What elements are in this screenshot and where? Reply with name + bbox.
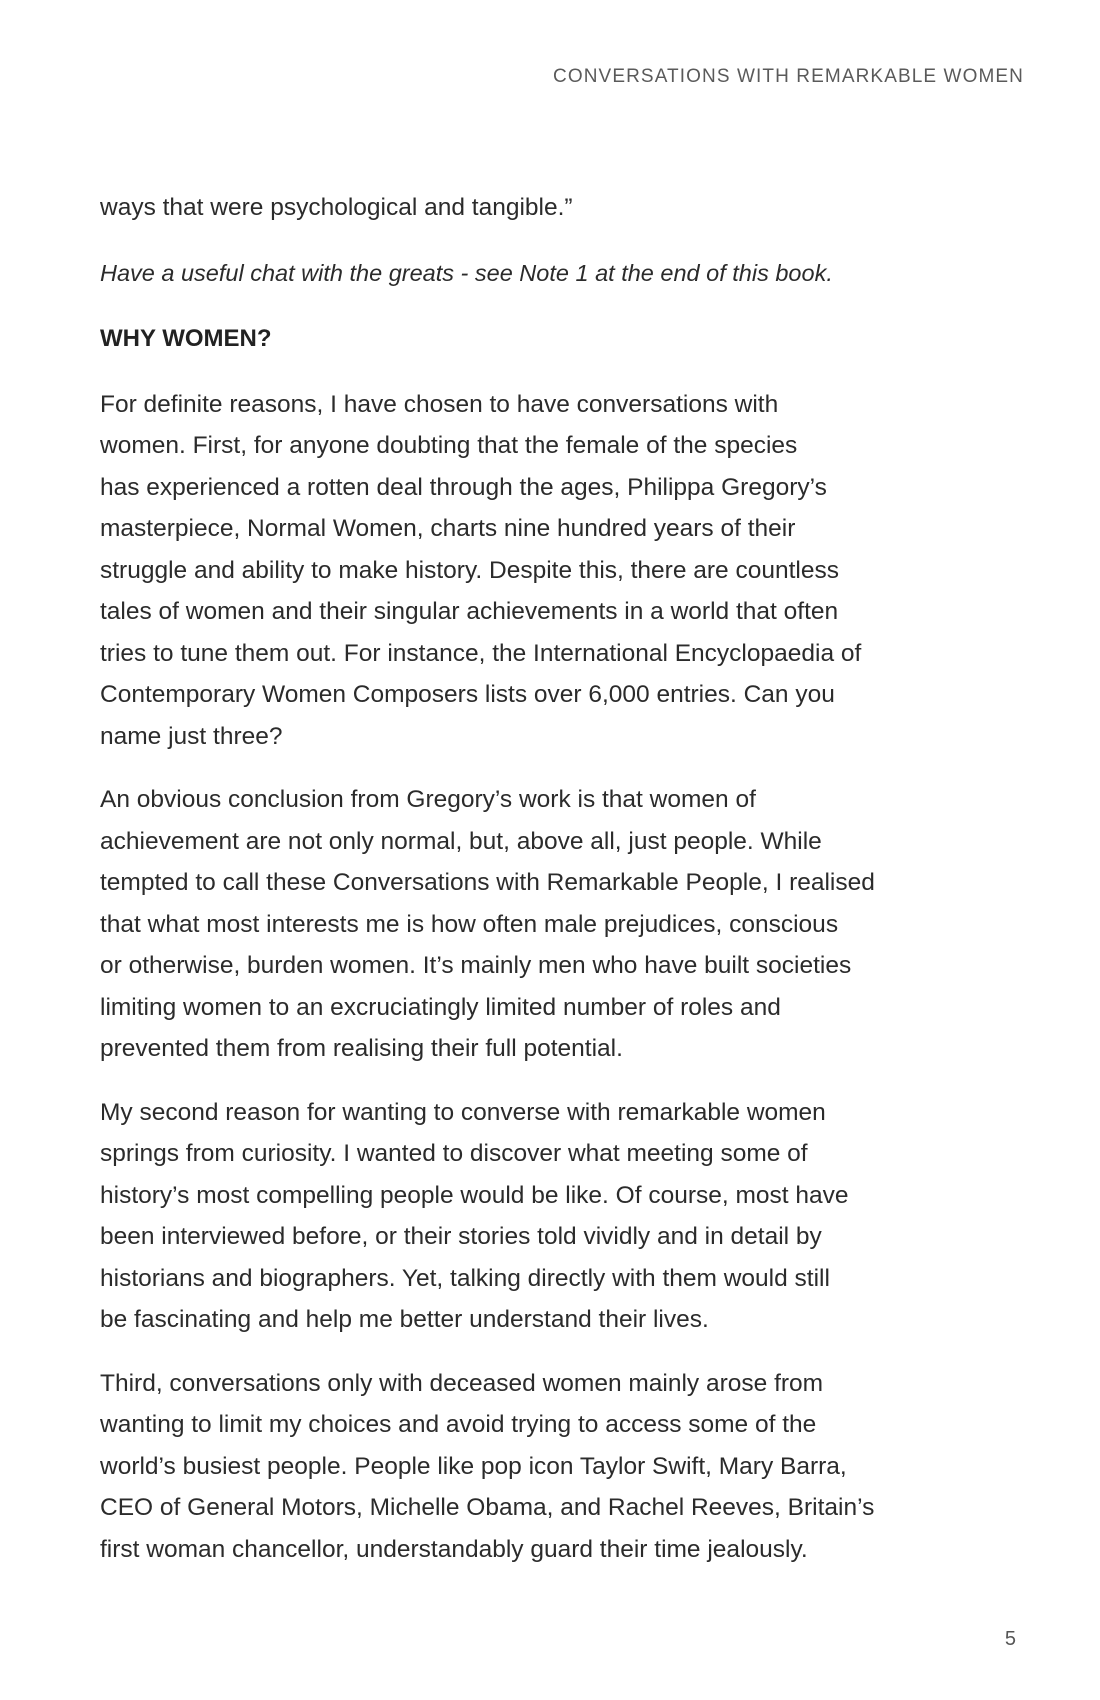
text-line: CEO of General Motors, Michelle Obama, and Rachel Reeves, Britain’s bbox=[100, 1494, 875, 1521]
text-line: tempted to call these Conversations with Remarkable People, I realised bbox=[100, 869, 875, 896]
text-line: tales of women and their singular achievements in a world that often bbox=[100, 598, 839, 625]
text-line: that what most interests me is how often male prejudices, conscious bbox=[100, 910, 839, 938]
text-line: Contemporary Women Composers lists over 6,000 entries. Can you bbox=[100, 681, 835, 708]
text-line: struggle and ability to make history. Despite this, there are countless bbox=[100, 556, 839, 584]
text-line: For definite reasons, I have chosen to have conversations with bbox=[100, 390, 779, 418]
text-line: Have a useful chat with the greats - see Note 1 at the end of this book. bbox=[100, 259, 833, 286]
paragraph bbox=[100, 1363, 1020, 1571]
running-header: CONVERSATIONS WITH REMARKABLE WOMEN bbox=[553, 66, 1024, 87]
text-line: tries to tune them out. For instance, the International Encyclopaedia of bbox=[100, 639, 862, 667]
paragraph bbox=[100, 779, 1020, 1070]
text-line: name just three? bbox=[100, 722, 283, 750]
text-line: be fascinating and help me better understand their lives. bbox=[100, 1306, 709, 1333]
text-line: first woman chancellor, understandably guard their time jealously. bbox=[100, 1535, 808, 1563]
text-line: springs from curiosity. I wanted to discover what meeting some of bbox=[100, 1140, 808, 1167]
text-line: limiting women to an excruciatingly limited number of roles and bbox=[100, 993, 781, 1021]
text-line: or otherwise, burden women. It’s mainly men who have built societies bbox=[100, 952, 852, 979]
text-line: achievement are not only normal, but, above all, just people. While bbox=[100, 827, 822, 855]
italic-note bbox=[100, 253, 1020, 295]
page-number: 5 bbox=[1004, 1628, 1016, 1650]
section-heading bbox=[100, 318, 1020, 360]
text-line: world’s busiest people. People like pop icon Taylor Swift, Mary Barra, bbox=[100, 1452, 847, 1480]
text-line: My second reason for wanting to converse with remarkable women bbox=[100, 1098, 826, 1126]
text-line: has experienced a rotten deal through the ages, Philippa Gregory’s bbox=[100, 473, 827, 501]
text-line: history’s most compelling people would be like. Of course, most have bbox=[100, 1181, 849, 1209]
text-line: masterpiece, Normal Women, charts nine hundred years of their bbox=[100, 515, 796, 542]
paragraph bbox=[100, 1092, 1020, 1341]
heading-text: WHY WOMEN? bbox=[100, 325, 272, 352]
text-line: historians and biographers. Yet, talking directly with them would still bbox=[100, 1264, 830, 1292]
text-line: prevented them from realising their full potential. bbox=[100, 1035, 623, 1062]
text-line: ways that were psychological and tangible.” bbox=[100, 194, 573, 221]
text-line: Third, conversations only with deceased women mainly arose from bbox=[100, 1369, 824, 1397]
paragraph-continuation bbox=[100, 187, 1020, 229]
text-line: wanting to limit my choices and avoid trying to access some of the bbox=[100, 1411, 817, 1438]
text-line: been interviewed before, or their stories told vividly and in detail by bbox=[100, 1223, 822, 1250]
paragraph bbox=[100, 384, 1020, 758]
text-line: women. First, for anyone doubting that the female of the species bbox=[100, 432, 798, 459]
body-text bbox=[100, 187, 1020, 1592]
text-line: An obvious conclusion from Gregory’s work is that women of bbox=[100, 786, 756, 813]
